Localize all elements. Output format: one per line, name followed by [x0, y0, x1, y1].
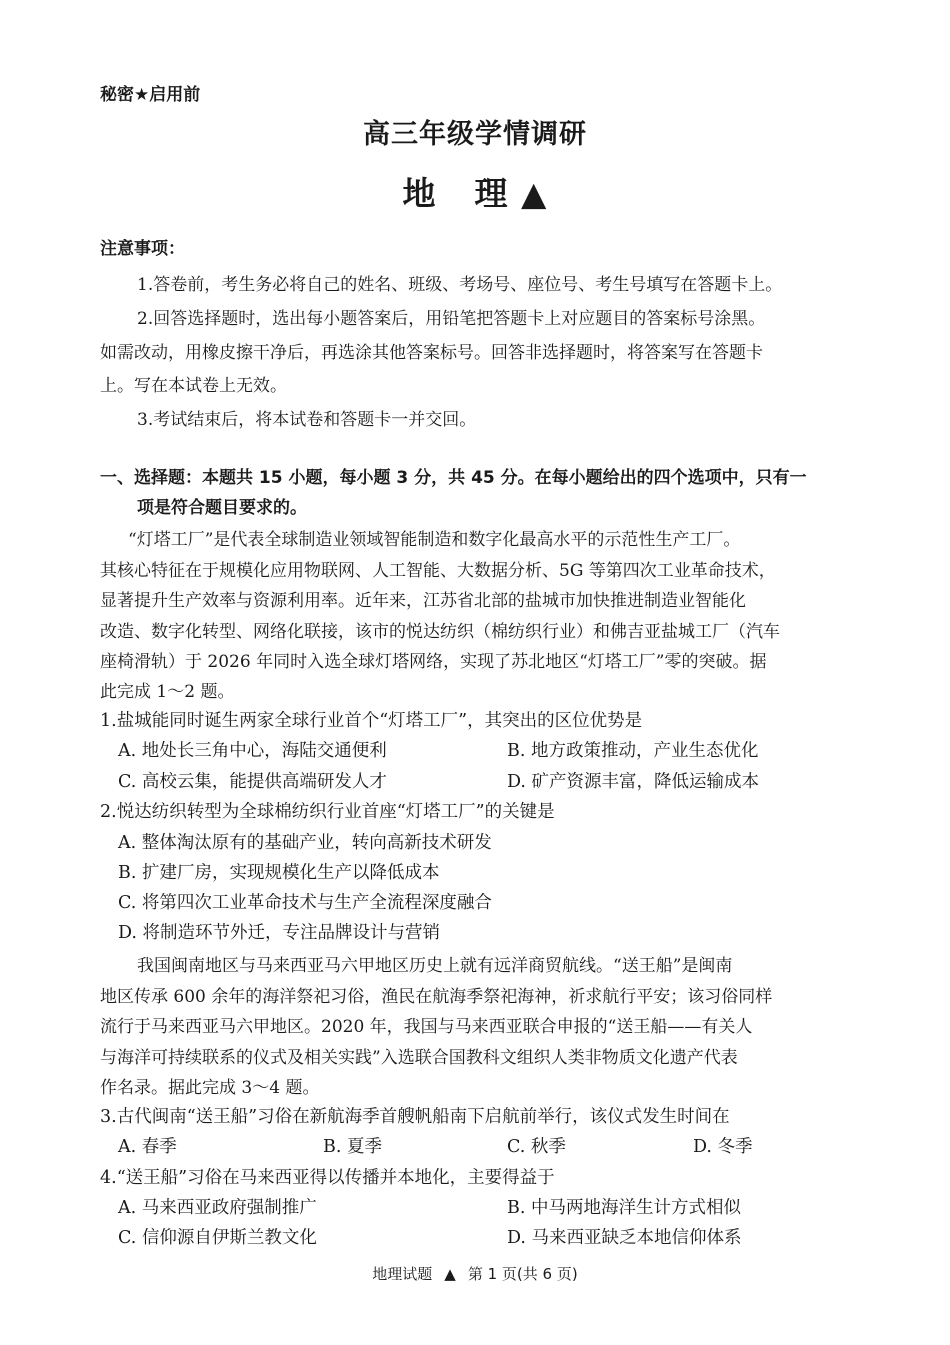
question-4-option-c: C. 信仰源自伊斯兰教文化 [118, 1228, 317, 1248]
subject-char-1: 地 [402, 174, 437, 213]
footer-page-number: 第 1 页(共 6 页) [467, 1265, 578, 1283]
note-line-2: 2.回答选择题时，选出每小题答案后，用铅笔把答题卡上对应题目的答案标号涂黑。 [137, 309, 766, 329]
question-3-option-d: D. 冬季 [693, 1137, 753, 1157]
question-1-stem: 1.盐城能同时诞生两家全球行业首个“灯塔工厂”，其突出的区位优势是 [100, 711, 643, 731]
section-heading-line-2: 项是符合题目要求的。 [137, 498, 307, 518]
question-3-option-c: C. 秋季 [507, 1137, 566, 1157]
question-1-option-d: D. 矿产资源丰富，降低运输成本 [507, 772, 760, 792]
passage1-line-2: 其核心特征在于规模化应用物联网、人工智能、大数据分析、5G 等第四次工业革命技术， [100, 561, 776, 581]
passage1-line-5: 座椅滑轨）于 2026 年同时入选全球灯塔网络，实现了苏北地区“灯塔工厂”零的突破。据 [100, 652, 767, 672]
question-2-option-b: B. 扩建厂房，实现规模化生产以降低成本 [118, 863, 440, 883]
question-1-option-c: C. 高校云集，能提供高端研发人才 [118, 772, 387, 792]
triangle-mark: ▲ [521, 174, 548, 213]
subject-char-2: 理 [474, 174, 509, 213]
note-line-1: 1.答卷前，考生务必将自己的姓名、班级、考场号、座位号、考生号填写在答题卡上。 [137, 275, 783, 295]
question-4-option-d: D. 马来西亚缺乏本地信仰体系 [507, 1228, 742, 1248]
question-4-option-a: A. 马来西亚政府强制推广 [118, 1198, 317, 1218]
passage1-line-4: 改造、数字化转型、网络化联接，该市的悦达纺织（棉纺织行业）和佛吉亚盐城工厂（汽车 [100, 622, 780, 642]
question-3-option-a: A. 春季 [118, 1137, 177, 1157]
question-2-option-d: D. 将制造环节外迁，专注品牌设计与营销 [118, 923, 441, 943]
passage1-line-6: 此完成 1～2 题。 [100, 682, 235, 702]
notes-heading: 注意事项： [100, 239, 185, 259]
note-line-5: 3.考试结束后，将本试卷和答题卡一并交回。 [137, 410, 477, 430]
question-4-option-b: B. 中马两地海洋生计方式相似 [507, 1198, 741, 1218]
passage2-line-2: 地区传承 600 余年的海洋祭祀习俗，渔民在航海季祭祀海神，祈求航行平安；该习俗同样 [100, 987, 773, 1007]
question-3-stem: 3.古代闽南“送王船”习俗在新航海季首艘帆船南下启航前举行，该仪式发生时间在 [100, 1107, 730, 1127]
question-2-stem: 2.悦达纺织转型为全球棉纺织行业首座“灯塔工厂”的关键是 [100, 802, 555, 822]
section-heading-line-1: 一、选择题：本题共 15 小题，每小题 3 分，共 45 分。在每小题给出的四个选项中，只有一 [100, 468, 807, 488]
question-2-option-c: C. 将第四次工业革命技术与生产全流程深度融合 [118, 893, 492, 913]
passage2-line-3: 流行于马来西亚马六甲地区。2020 年，我国与马来西亚联合申报的“送王船——有关人 [100, 1017, 753, 1037]
passage2-line-4: 与海洋可持续联系的仪式及相关实践”入选联合国教科文组织人类非物质文化遗产代表 [100, 1048, 738, 1068]
passage1-line-1: “灯塔工厂”是代表全球制造业领域智能制造和数字化最高水平的示范性生产工厂。 [128, 530, 741, 550]
passage2-line-1: 我国闽南地区与马来西亚马六甲地区历史上就有远洋商贸航线。“送王船”是闽南 [137, 956, 733, 976]
note-line-4: 上。写在本试卷上无效。 [100, 376, 287, 396]
subject-title [0, 168, 950, 215]
passage2-line-5: 作名录。据此完成 3～4 题。 [100, 1078, 320, 1098]
question-4-stem: 4.“送王船”习俗在马来西亚得以传播并本地化，主要得益于 [100, 1168, 555, 1188]
question-1-option-a: A. 地处长三角中心，海陆交通便利 [118, 741, 387, 761]
question-1-option-b: B. 地方政策推动，产业生态优化 [507, 741, 759, 761]
exam-title: 高三年级学情调研 [363, 119, 587, 150]
footer-subject: 地理试题 [372, 1265, 433, 1283]
footer-triangle-mark: ▲ [444, 1265, 456, 1283]
question-3-option-b: B. 夏季 [323, 1137, 382, 1157]
question-2-option-a: A. 整体淘汰原有的基础产业，转向高新技术研发 [118, 833, 492, 853]
note-line-3: 如需改动，用橡皮擦干净后，再选涂其他答案标号。回答非选择题时，将答案写在答题卡 [100, 343, 763, 363]
page-footer [0, 1263, 950, 1284]
confidential-label: 秘密★启用前 [100, 85, 201, 105]
passage1-line-3: 显著提升生产效率与资源利用率。近年来，江苏省北部的盐城市加快推进制造业智能化 [100, 591, 746, 611]
